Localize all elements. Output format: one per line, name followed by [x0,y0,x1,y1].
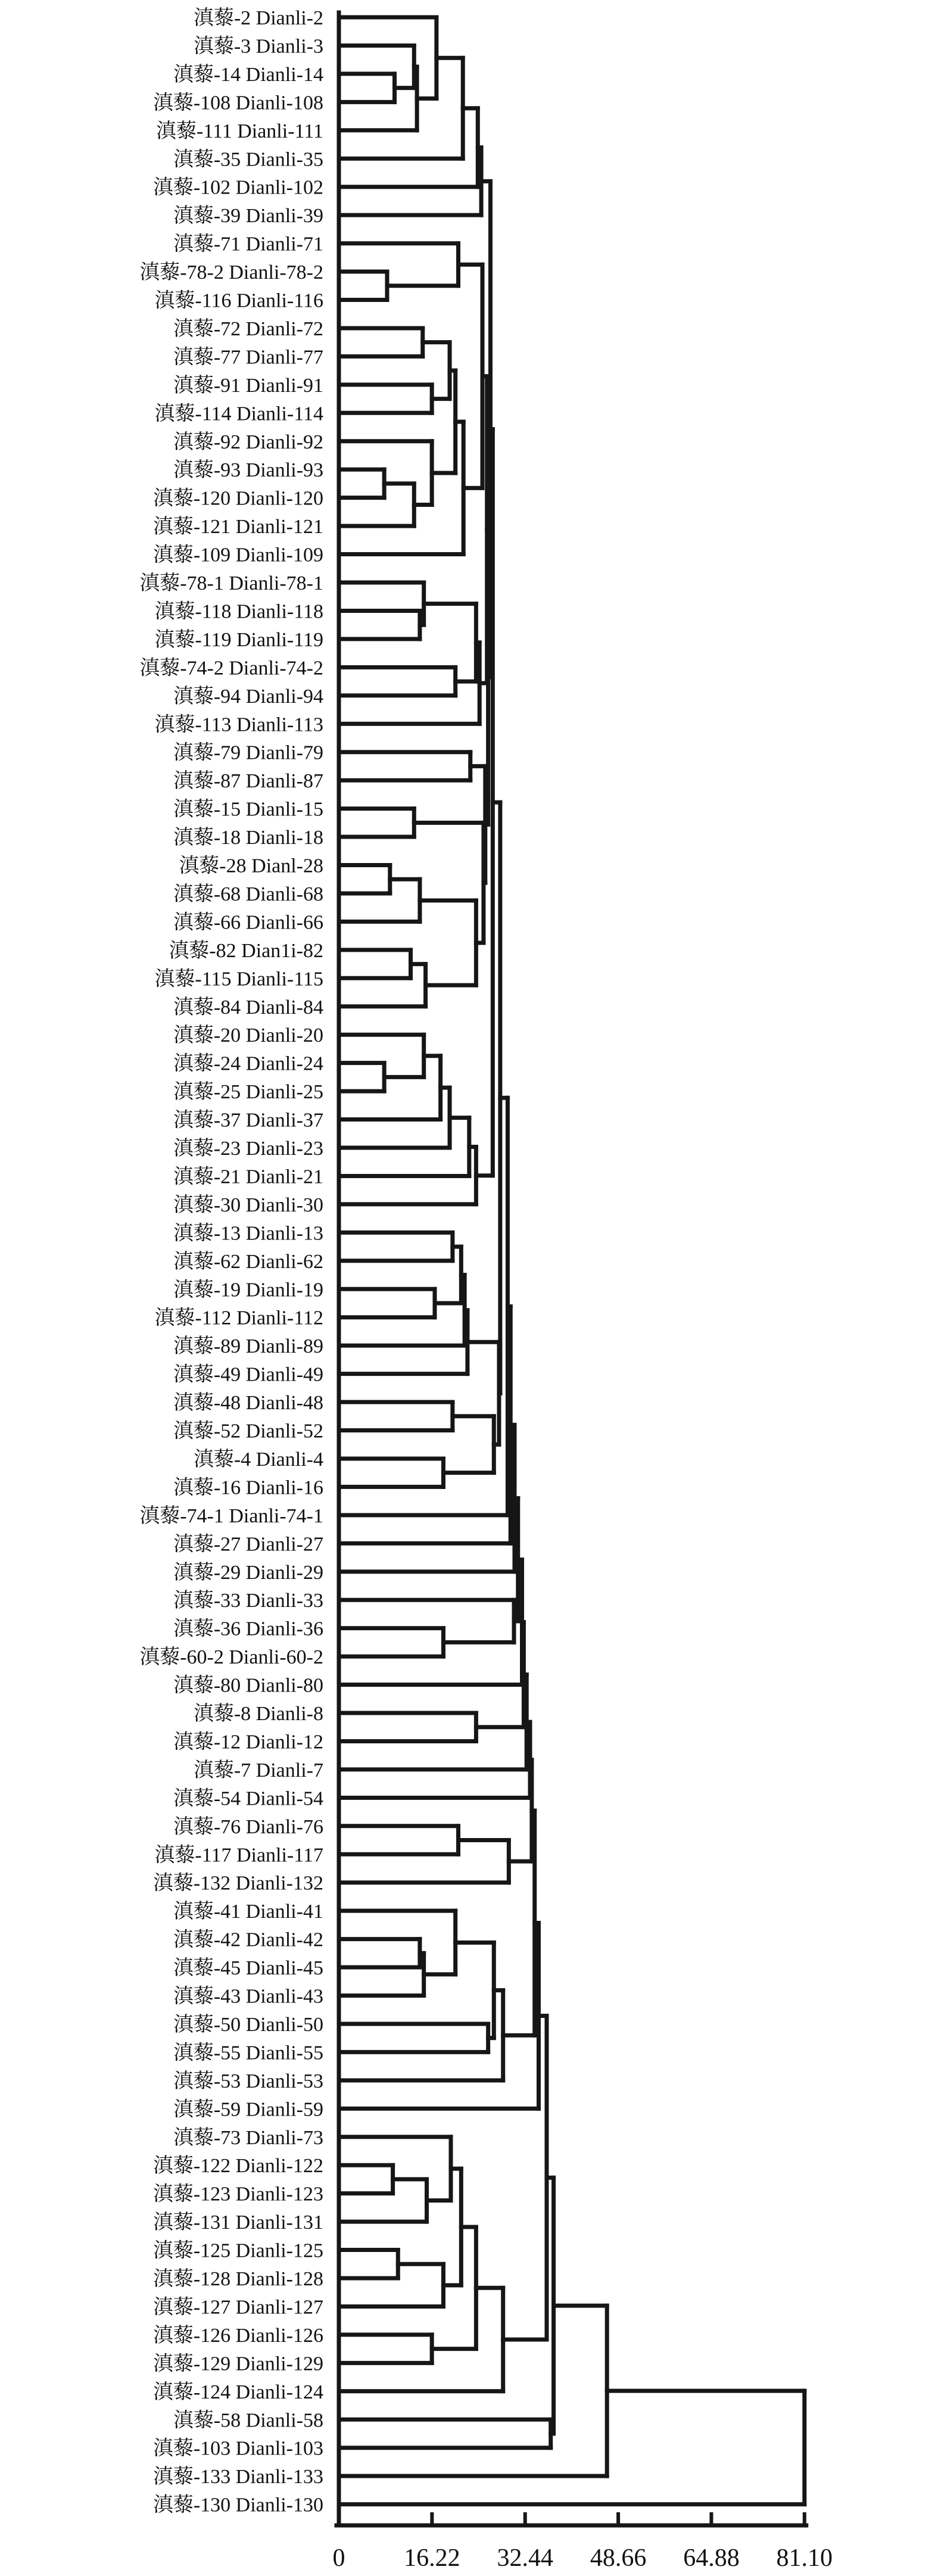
leaf-label: 滇藜-119 Dianli-119 [154,628,323,651]
leaf-label: 滇藜-78-1 Dianli-78-1 [139,572,323,594]
leaf-label: 滇藜-42 Dianli-42 [173,1929,323,1951]
leaf-label: 滇藜-130 Dianli-130 [152,2494,323,2516]
leaf-label: 滇藜-68 Dianli-68 [173,883,323,905]
leaf-label: 滇藜-2 Dianli-2 [193,7,323,29]
leaf-label: 滇藜-3 Dianli-3 [193,35,323,58]
leaf-label: 滇藜-66 Dianli-66 [173,911,323,934]
leaf-label: 滇藜-114 Dianli-114 [154,403,323,425]
leaf-label: 滇藜-62 Dianli-62 [173,1250,323,1273]
leaf-label: 滇藜-35 Dianli-35 [173,148,323,171]
leaf-label: 滇藜-71 Dianli-71 [173,233,323,256]
leaf-label: 滇藜-126 Dianli-126 [152,2324,323,2347]
leaf-label: 滇藜-122 Dianli-122 [152,2155,323,2178]
leaf-label: 滇藜-29 Dianli-29 [173,1561,323,1584]
leaf-label: 滇藜-128 Dianli-128 [152,2268,323,2290]
leaf-label: 滇藜-55 Dianli-55 [173,2042,323,2064]
leaf-label: 滇藜-72 Dianli-72 [173,317,323,340]
leaf-label: 滇藜-59 Dianli-59 [173,2098,323,2121]
leaf-label: 滇藜-87 Dianli-87 [173,770,323,793]
leaf-label: 滇藜-77 Dianli-77 [173,346,323,369]
leaf-label: 滇藜-37 Dianli-37 [173,1109,323,1132]
axis-tick-label: 81.10 [776,2544,833,2572]
leaf-label: 滇藜-8 Dianli-8 [193,1703,323,1725]
leaf-label: 滇藜-78-2 Dianli-78-2 [139,261,323,284]
leaf-label: 滇藜-58 Dianli-58 [173,2409,323,2432]
leaf-labels [139,7,323,2516]
axis-tick-label: 0 [332,2544,345,2572]
leaf-label: 滇藜-115 Dianli-115 [154,968,323,990]
leaf-label: 滇藜-120 Dianli-120 [152,487,323,510]
leaf-label: 滇藜-79 Dianli-79 [173,742,323,764]
leaf-label: 滇藜-39 Dianli-39 [173,205,323,228]
leaf-label: 滇藜-36 Dianli-36 [173,1618,323,1640]
leaf-label: 滇藜-53 Dianli-53 [173,2070,323,2092]
leaf-label: 滇藜-25 Dianli-25 [173,1081,323,1104]
leaf-label: 滇藜-28 Dianl-28 [179,855,323,877]
leaf-label: 滇藜-121 Dianli-121 [152,516,323,538]
leaf-label: 滇藜-129 Dianli-129 [152,2353,323,2375]
leaf-label: 滇藜-16 Dianli-16 [173,1477,323,1499]
leaf-label: 滇藜-74-2 Dianli-74-2 [139,657,323,680]
leaf-label: 滇藜-125 Dianli-125 [152,2239,323,2262]
leaf-label: 滇藜-111 Dianli-111 [155,120,323,142]
leaf-label: 滇藜-103 Dianli-103 [152,2437,323,2460]
tree-lines [339,13,805,2525]
leaf-label: 滇藜-15 Dianli-15 [173,798,323,821]
leaf-label: 滇藜-21 Dianli-21 [173,1166,323,1188]
leaf-label: 滇藜-133 Dianli-133 [152,2466,323,2488]
leaf-label: 滇藜-14 Dianli-14 [173,63,323,86]
leaf-label: 滇藜-48 Dianli-48 [173,1392,323,1415]
leaf-label: 滇藜-7 Dianli-7 [193,1759,323,1781]
leaf-label: 滇藜-50 Dianli-50 [173,2013,323,2036]
leaf-label: 滇藜-84 Dianli-84 [173,996,323,1018]
leaf-label: 滇藜-18 Dianli-18 [173,827,323,849]
leaf-label: 滇藜-124 Dianli-124 [152,2381,323,2403]
leaf-label: 滇藜-131 Dianli-131 [152,2211,323,2234]
leaf-label: 滇藜-82 Dian1i-82 [169,939,323,962]
distance-axis [333,2514,833,2572]
leaf-label: 滇藜-19 Dianli-19 [173,1279,323,1301]
leaf-label: 滇藜-116 Dianli-116 [154,289,323,312]
leaf-label: 滇藜-73 Dianli-73 [173,2126,323,2149]
axis-tick-label: 32.44 [497,2544,553,2572]
leaf-label: 滇藜-118 Dianli-118 [154,600,323,623]
leaf-label: 滇藜-117 Dianli-117 [154,1844,323,1867]
leaf-label: 滇藜-74-1 Dianli-74-1 [139,1505,323,1527]
axis-tick-label: 48.66 [590,2544,647,2572]
leaf-label: 滇藜-54 Dianli-54 [173,1787,323,1810]
leaf-label: 滇藜-60-2 Dianli-60-2 [139,1646,323,1669]
leaf-label: 滇藜-109 Dianli-109 [152,544,323,566]
leaf-label: 滇藜-4 Dianli-4 [193,1448,323,1471]
leaf-label: 滇藜-30 Dianli-30 [173,1194,323,1216]
leaf-label: 滇藜-80 Dianli-80 [173,1674,323,1697]
leaf-label: 滇藜-94 Dianli-94 [173,685,323,708]
leaf-label: 滇藜-102 Dianli-102 [152,176,323,199]
leaf-label: 滇藜-52 Dianli-52 [173,1420,323,1443]
leaf-label: 滇藜-113 Dianli-113 [154,714,323,736]
leaf-label: 滇藜-127 Dianli-127 [152,2296,323,2319]
leaf-label: 滇藜-24 Dianli-24 [173,1052,323,1075]
leaf-label: 滇藜-112 Dianli-112 [154,1307,323,1329]
leaf-label: 滇藜-41 Dianli-41 [173,1901,323,1923]
axis-tick-label: 64.88 [683,2544,740,2572]
leaf-label: 滇藜-91 Dianli-91 [173,374,323,397]
leaf-label: 滇藜-92 Dianli-92 [173,431,323,453]
leaf-label: 滇藜-89 Dianli-89 [173,1335,323,1358]
leaf-label: 滇藜-123 Dianli-123 [152,2183,323,2206]
leaf-label: 滇藜-108 Dianli-108 [152,92,323,114]
leaf-label: 滇藜-76 Dianli-76 [173,1815,323,1838]
leaf-label: 滇藜-23 Dianli-23 [173,1138,323,1160]
axis-tick-label: 16.22 [404,2544,460,2572]
leaf-label: 滇藜-93 Dianli-93 [173,459,323,482]
leaf-label: 滇藜-20 Dianli-20 [173,1024,323,1047]
leaf-label: 滇藜-13 Dianli-13 [173,1222,323,1245]
leaf-label: 滇藜-12 Dianli-12 [173,1731,323,1753]
leaf-label: 滇藜-45 Dianli-45 [173,1957,323,1980]
leaf-label: 滇藜-43 Dianli-43 [173,1985,323,2008]
leaf-label: 滇藜-27 Dianli-27 [173,1533,323,1556]
leaf-label: 滇藜-132 Dianli-132 [152,1872,323,1895]
leaf-label: 滇藜-33 Dianli-33 [173,1590,323,1612]
leaf-label: 滇藜-49 Dianli-49 [173,1363,323,1386]
